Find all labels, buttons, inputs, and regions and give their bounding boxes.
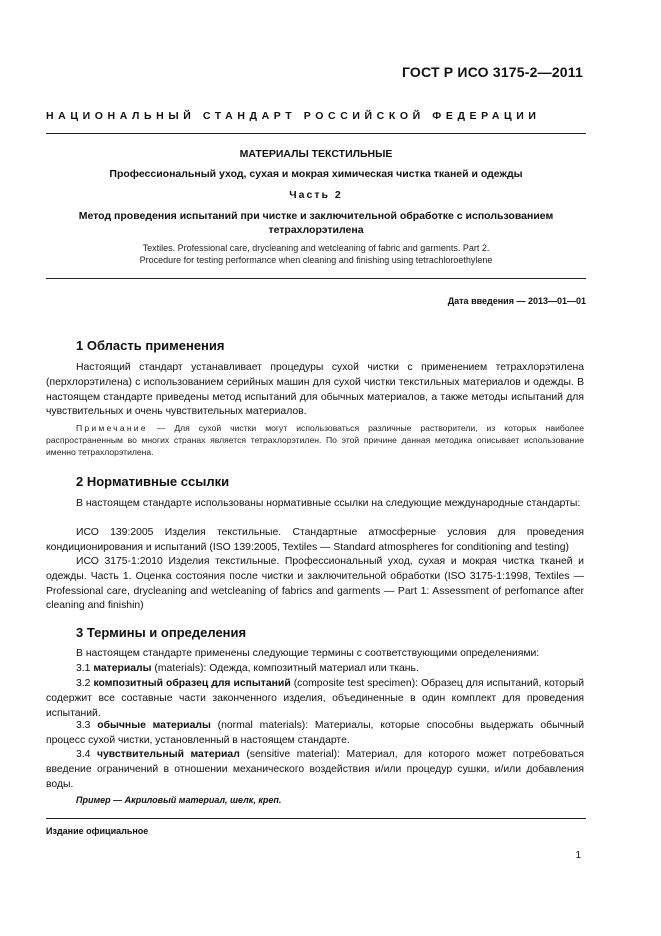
document-number: ГОСТ Р ИСО 3175-2—2011 bbox=[401, 64, 583, 80]
note-text: — Для сухой чистки могут использоваться различные растворители, из которых наиболее распространенным во многих странах является тетрахлорэтилен. По этой причине данная методика описывает использование именно тетрахлорэтилена. bbox=[46, 423, 584, 457]
edition-label: Издание официальное bbox=[46, 826, 149, 836]
document-subtitle: Профессиональный уход, сухая и мокрая химическая чистка тканей и одежды bbox=[109, 168, 523, 180]
english-title bbox=[46, 242, 586, 266]
page-number: 1 bbox=[575, 850, 581, 861]
section-2-reference-iso-139: ИСО 139:2005 Изделия текстильные. Стандартные атмосферные условия для проведения кондиционирования и испытаний (ISO 139:2005, Textiles — Standard atmospheres for conditioning and testing) bbox=[46, 527, 584, 553]
english-title-line-1: Textiles. Professional care, drycleaning and wetcleaning of fabric and garments. Part 2. bbox=[142, 243, 490, 253]
term-normal-materials: обычные материалы bbox=[97, 720, 211, 731]
section-2-paragraph-1: В настоящем стандарте использованы нормативные ссылки на следующие международные стандарты: bbox=[76, 498, 581, 509]
term-materials: материалы bbox=[93, 663, 152, 674]
document-title: МАТЕРИАЛЫ ТЕКСТИЛЬНЫЕ bbox=[239, 148, 393, 160]
middle-divider bbox=[46, 278, 586, 279]
definition-3-4: 3.4 чувствительный материал (sensitive material): Материал, для которого может потребоваться введение ограничений в отношении механического воздействия и/или процедур сушки, и/или добавления воды. bbox=[46, 749, 584, 790]
definition-3-3: 3.3 обычные материалы (normal materials): Материалы, которые способны выдержать обычный процесс сухой чистки, установленный в настоящем стандарте. bbox=[46, 720, 584, 746]
section-1-note bbox=[46, 422, 584, 458]
term-sensitive-material: чувствительный материал bbox=[96, 749, 240, 760]
example-note: Пример — Акриловый материал, шелк, креп. bbox=[76, 795, 282, 805]
section-1-paragraph: Настоящий стандарт устанавливает процедуры сухой чистки с применением тетрахлорэтилена (перхлорэтилена) с использованием серийных машин для сухой чистки текстильных материалов и одежды. В настоящем стандарте приведены метод испытаний для обычных материалов, а также методы испытаний для чувствительных и очень чувствительных материалов. bbox=[46, 362, 584, 418]
footer-divider bbox=[46, 818, 586, 819]
section-2-heading: 2 Нормативные ссылки bbox=[76, 474, 230, 489]
english-title-line-2: Procedure for testing performance when cleaning and finishing using tetrachloroethylene bbox=[139, 255, 493, 265]
section-3-intro: В настоящем стандарте применены следующие термины с соответствующими определениями: bbox=[76, 648, 540, 659]
part-label: Часть 2 bbox=[289, 189, 343, 201]
note-label: Примечание bbox=[76, 423, 148, 433]
section-3-heading: 3 Термины и определения bbox=[76, 625, 247, 640]
section-2-reference-iso-3175-1: ИСО 3175-1:2010 Изделия текстильные. Профессиональный уход, сухая и мокрая чистка тканей и одежды. Часть 1. Оценка состояния после чистки и заключительной обработки (ISO 3175-1:1998, Textiles — Professional care, drycleaning and wetcleaning of fabrics and garments — Part 1: Assessment of perfomance after cleaning and finishin) bbox=[46, 556, 584, 612]
top-divider bbox=[46, 133, 586, 134]
national-standard-banner: НАЦИОНАЛЬНЫЙ СТАНДАРТ РОССИЙСКОЙ ФЕДЕРАЦИИ bbox=[46, 110, 541, 122]
section-1-heading: 1 Область применения bbox=[76, 338, 225, 353]
definition-3-2: 3.2 композитный образец для испытаний (composite test specimen): Образец для испытаний, который содержит все составные части законченного изделия, объединенные в один комплект для проведения испытаний. bbox=[46, 678, 584, 719]
part-title: Метод проведения испытаний при чистке и заключительной обработке с использованием тетрахлорэтилена bbox=[78, 210, 554, 236]
definition-3-1: 3.1 материалы (materials): Одежда, композитный материал или ткань. bbox=[76, 663, 419, 674]
term-composite-specimen: композитный образец для испытаний bbox=[93, 678, 291, 689]
introduction-date: Дата введения — 2013—01—01 bbox=[447, 296, 586, 306]
